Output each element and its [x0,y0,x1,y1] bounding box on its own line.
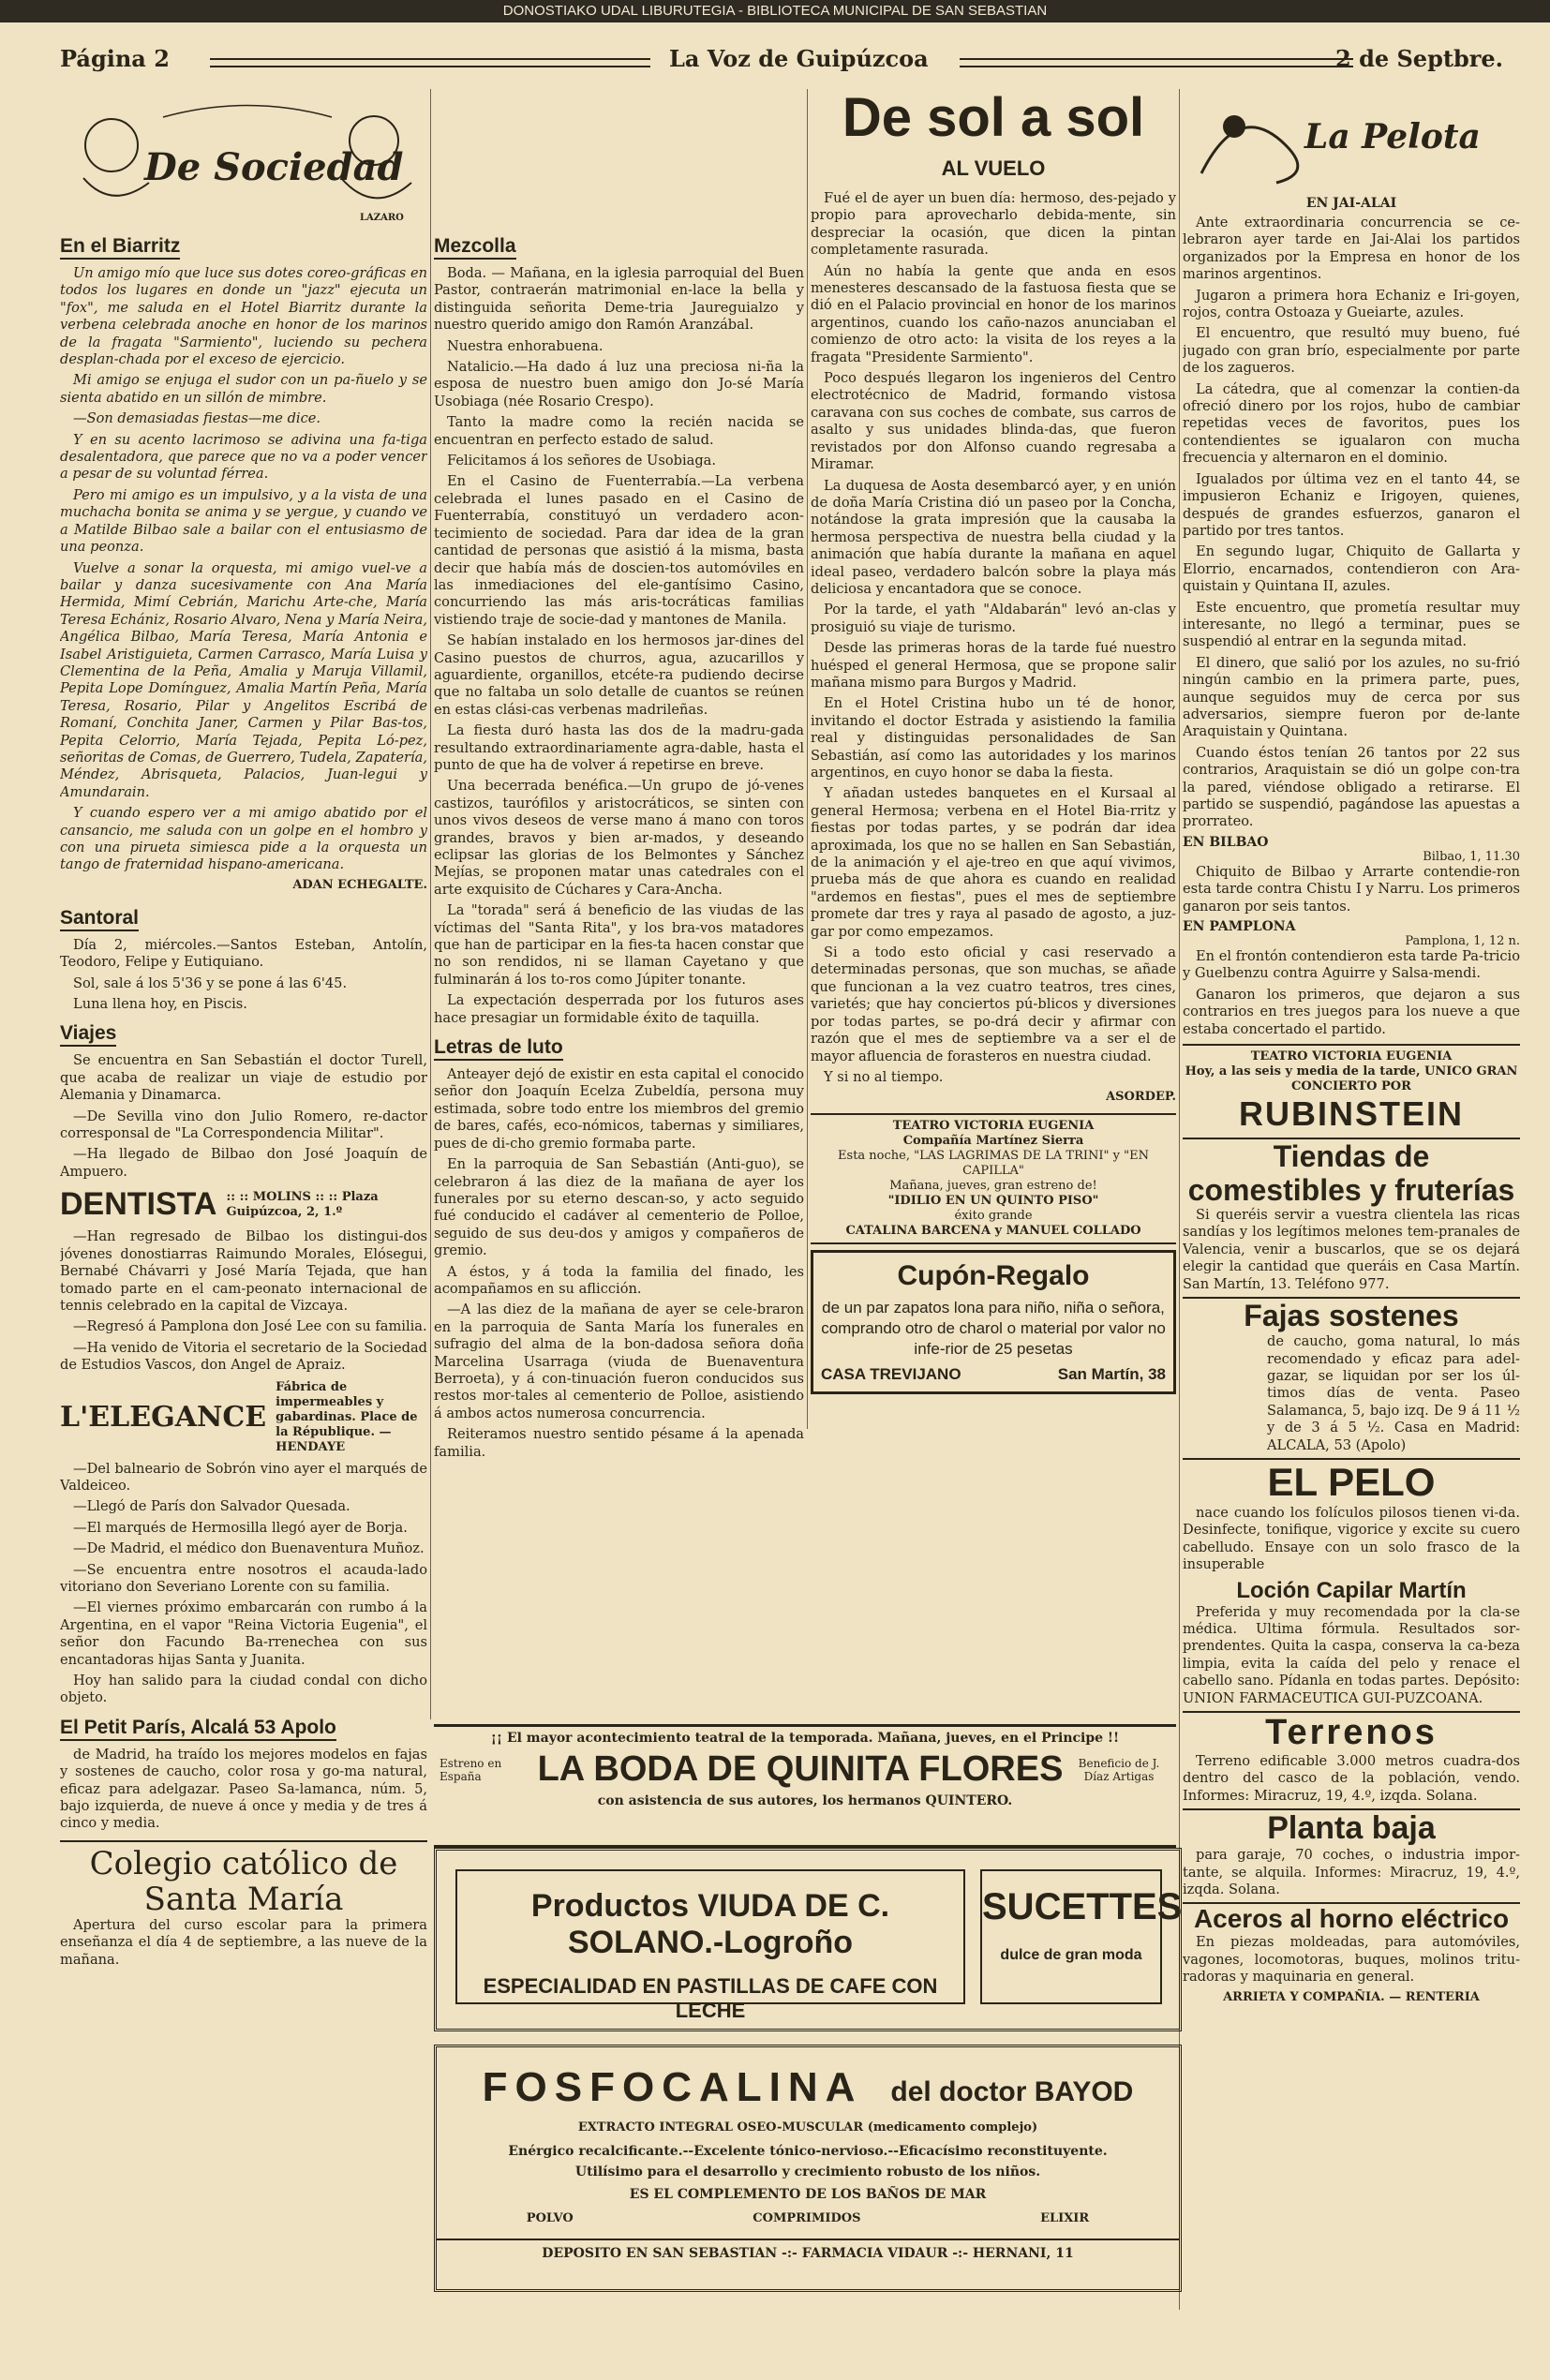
ad-line: éxito grande [954,1209,1033,1224]
paragraph: Reiteramos nuestro sentido pésame á la apenada familia. [434,1426,804,1460]
paragraph: Este encuentro, que prometía resultar muy interesante, no llegó a terminar, pues se suspendió al entrar en la segunda mitad. [1183,599,1520,650]
paragraph: Terreno edificable 3.000 metros cuadra-dos dentro del casco de la población, vendo. Informes: Miracruz, 19, 4.º, izqda. Solana. [1183,1753,1520,1804]
paragraph: Igualados por última vez en el tanto 44, se impusieron Echaniz e Irigoyen, quienes, después de grandes esfuerzos, ganaron el partido por tres tantos. [1183,470,1520,539]
ad-fosfocalina [434,2045,1182,2292]
column-divider [807,89,808,1429]
section-heading: Mezcolla [434,235,516,260]
ad-elegance [60,1380,427,1455]
paragraph: —De Sevilla vino don Julio Romero, re-dactor corresponsal de "La Correspondencia Militar". [60,1108,427,1142]
paragraph: Cuando éstos tenían 26 tantos por 22 sus contrarios, Araquistain se dió un golpe con-tra la pared, viéndose obligado a retirarse. El partido se suspendió, pagándose las apuestas a prorrateo. [1183,744,1520,830]
ad-terrenos [1183,1711,1520,1805]
ad-aceros [1183,1902,1520,2003]
ad-fosfo-line: Utilísimo para el desarrollo y crecimiento robusto de los niños. [574,2164,1041,2179]
paragraph: —Llegó de París don Salvador Quesada. [73,1498,350,1515]
paragraph: —Ha llegado de Bilbao don José Joaquín de Ampuero. [60,1146,427,1180]
paragraph: de caucho, goma natural, lo más recomendado y eficaz para adel-gazar, se liquidan por ser los úl-timos días de venta. Paseo Salamanca, 5, bajo izq. De 9 á 11 ½ y de 3 á 5 ½. Casa en Madrid: ALCALA, 53 (Apolo) [1267,1333,1520,1453]
ad-aceros-title: Aceros al horno eléctrico [1193,1904,1510,1934]
section-title: De sol a sol [842,89,1145,148]
ad-sucettes-panel [980,1869,1183,2004]
paragraph: En la parroquia de San Sebastián (Anti-guo), se celebraron á las diez de la mañana de ayer los funerales por su eterno descan-so, y acto seguido fué conducido el cadáver al cementerio de Polloe, seguido de sus deu-dos y amigos y compañeros de gremio. [434,1156,804,1259]
ad-line: Hoy, a las seis y media de la tarde, UNICO GRAN CONCIERTO POR [1185,1064,1518,1094]
sociedad-title: De Sociedad [144,145,404,189]
ad-cupon-title: Cupón-Regalo [897,1260,1090,1292]
masthead [60,45,1503,77]
paragraph: Natalicio.—Ha dado á luz una preciosa ni-ña la esposa de nuestro buen amigo don Jo-sé María Usobiaga (née Rosario Crespo). [434,359,804,409]
ad-locion-title: Loción Capilar Martín [1236,1577,1467,1603]
paragraph: Aún no había la gente que anda en esos menesteres descansado de la fastuosa fiesta que se dió en el Palacio provincial en honor de los marinos argentinos, cuando los caño-nazos anunciaban el comienzo de otro acto: la visita de los reyes a la fragata "Presidente Sarmiento". [811,262,1176,365]
ad-terrenos-title: Terrenos [1265,1713,1438,1752]
ad-fosfo-title: FOSFOCALINA [482,2064,863,2110]
paragraph: La "torada" será á beneficio de las viudas de las víctimas del "Santa Rita", y los bra-vos matadores que han de participar en la fies-ta hacen constar que no son rendidos, ni se llaman Cayetano y que fulminarán á los to-ros como Júpiter tonante. [434,902,804,988]
ad-tiendas-title: Tiendas de comestibles y fruterías [1187,1139,1515,1208]
paragraph: Vuelve a sonar la orquesta, mi amigo vuel-ve a bailar y danza sucesivamente con Ana María Hermida, Mimí Cebrián, Marichu Arte-che, María Teresa Echániz, Rosario Alvaro, Nena y María Neira, Angélica Bilbao, María Teresa, María Antonia e Isabel Aristiguieta, Carmen Carrasco, María Luisa y Clementina de la Peña, Amalia y Maruja Villamil, Pepita Lope Domínguez, Amalia Martín Peña, María Teresa, Rosario, Pilar y Angelitos Escribá de Romaní, Conchita Janer, Carmen y Pilar Bas-tos, Pepita Celorrio, María Tejada, Pepita Ló-pez, señoritas de Comas, de Guerrero, Tudela, Zapatería, Méndez, Abrisqueta, Palacios, Juan-legui y Amundarain. [60,559,427,800]
paragraph: —Son demasiadas fiestas—me dice. [73,410,321,427]
ad-fosfo-subtitle: EXTRACTO INTEGRAL OSEO-MUSCULAR (medicamento complejo) [577,2120,1038,2135]
subsection-heading: EN BILBAO [1183,834,1269,850]
ad-fajas [1183,1297,1520,1454]
ad-company: Compañía Martínez Sierra [902,1134,1084,1149]
paragraph: El dinero, que salió por los azules, no su-frió ningún cambio en la primera parte, pues, aunque seguidos muy de cerca por sus adversarios, siempre fueron por de-lante Araquistain y Quintana. [1183,654,1520,740]
ad-line: Esta noche, "LAS LAGRIMAS DE LA TRINI" y "EN CAPILLA" [838,1149,1149,1179]
paragraph: Felicitamos á los señores de Usobiaga. [447,453,717,469]
ad-line: "IDILIO EN UN QUINTO PISO" [887,1194,1099,1209]
paragraph: Hoy han salido para la ciudad condal con dicho objeto. [60,1673,427,1706]
ad-fosfo-line: Enérgico recalcificante.--Excelente tónico-nervioso.--Eficacísimo reconstituyente. [508,2144,1108,2159]
paragraph: Si queréis servir a vuestra clientela las ricas sandías y los legítimos melones tem-pranales de Valencia, venir a buscarlos, que se os dejará elegir la cantidad que queráis en Casa Martín. San Martín, 13. Teléfono 977. [1183,1207,1520,1292]
ad-planta-baja [1183,1808,1520,1898]
paragraph: de Madrid, ha traído los mejores modelos en fajas y sostenes de caucho, color rosa y go-ma natural, eficaz para adelgazar. Paseo Sa-lamanca, núm. 5, bajo izquierda, de nueve á once y media y de tres á cinco y media. [60,1746,427,1832]
paragraph: La expectación desperrada por los futuros ases hace presagiar un formidable éxito de taquilla. [434,992,804,1026]
paragraph: En piezas moldeadas, para automóviles, vagones, locomotoras, buques, molinos tritu-radoras y maquinaria en general. [1183,1934,1520,1986]
section-heading: Santoral [60,907,139,931]
section-subtitle: AL VUELO [941,156,1046,180]
page-number: Página 2 [60,45,170,72]
paragraph: Ante extraordinaria concurrencia se ce-lebraron ayer tarde en Jai-Alai los partidos organizados por la Empresa en honor de los marinos argentinos. [1183,215,1520,283]
section-heading: Viajes [60,1022,116,1047]
ad-theatre-name: TEATRO VICTORIA EUGENIA [1250,1049,1453,1064]
paragraph: Y si no al tiempo. [824,1068,944,1085]
paragraph: Un amigo mío que luce sus dotes coreo-gráficas en todos los lugares en donde un "jazz" ejecuta un "fox", me saluda en el Hotel Biarritz durante la verbena celebrada anoche en honor de los marinos de la fragata "Sarmiento", luciendo su pechera desplan-chada por el exceso de ejercicio. [60,265,427,368]
ad-quinita-tagline: ¡¡ El mayor acontecimiento teatral de la temporada. Mañana, jueves, en el Principe !! [490,1731,1120,1746]
newspaper-name: La Voz de Guipúzcoa [669,45,929,72]
colegio-title: Colegio católico de Santa María [60,1840,427,1917]
ad-line: Mañana, jueves, gran estreno de! [889,1179,1097,1194]
ad-cupon-address: San Martín, 38 [1057,1365,1166,1384]
paragraph: para garaje, 70 coches, o industria impor-tante, se alquila. Informes: Miracruz, 19, 4.º, izqda. Solana. [1183,1847,1520,1898]
paragraph: —Ha venido de Vitoria el secretario de la Sociedad de Estudios Vascos, don Angel de Apraiz. [60,1339,427,1374]
paragraph: Y añadan ustedes banquetes en el Kursaal al general Hermosa; verbena en el Hotel Bia-rritz y fiestas por todas partes, y se podrán dar idea aproximada, los que no se hallen en San Sebastián, de la animación y el aje-treo en que aquí vivimos, prueba más de que ahora es cuando en realidad "ardemos en fiestas", pues el mes de septiembre promete dar tres y raya al pasado de agosto, a juz-gar por como empezamos. [811,785,1176,940]
paragraph: Luna llena hoy, en Piscis. [73,996,247,1013]
ad-teatro-martinez-sierra [811,1113,1176,1244]
paragraph: El encuentro, que resultó muy bueno, fué jugado con gran brío, especialmente por parte de los zagueros. [1183,325,1520,377]
ad-theatre-name: TEATRO VICTORIA EUGENIA [892,1119,1095,1134]
ad-cupon-shop: CASA TREVIJANO [821,1365,961,1384]
byline: ADAN ECHEGALTE. [292,877,427,892]
paragraph: A éstos, y á toda la familia del finado, les acompañamos en su aflicción. [434,1263,804,1297]
paragraph: Jugaron a primera hora Echaniz e Iri-goyen, rojos, contra Ostoaza y Gueiarte, azules. [1183,287,1520,321]
ad-quinita-beneficio: Beneficio de J. Díaz Artigas [1078,1756,1160,1783]
column-de-sol-a-sol [811,89,1176,1438]
paragraph: Y en su acento lacrimoso se adivina una fa-tiga desalentadora, que parece que no va a poder vencer a pesar de su voluntad férrea. [60,431,427,483]
ad-line: CATALINA BARCENA y MANUEL COLLADO [845,1224,1141,1239]
paragraph: Una becerrada benéfica.—Un grupo de jó-venes castizos, taurófilos y aristocráticos, se sinten con unos vivos deseos de verse mano á mano con toros grandes, bravos y bien ar-mados, y deseando eclipsar las glorias de los Belmontes y Sánchez Mejías, se proponen matar unas catedrales con el arte exquisito de Cúchares y Cara-Ancha. [434,778,804,898]
ad-tiendas [1183,1138,1520,1293]
paragraph: Sol, sale á los 5'36 y se pone á las 6'45. [73,974,348,991]
paragraph: En segundo lugar, Chiquito de Gallarta y Elorrio, encarnados, contendieron con Ara-quistain y Quintana II, azules. [1183,543,1520,595]
pelota-title: La Pelota [1304,117,1481,156]
paragraph: Se encuentra en San Sebastián el doctor Turell, que acaba de realizar un viaje de estudio por Alemania y Dinamarca. [60,1052,427,1104]
masthead-rule-left [210,58,650,67]
ad-rubinstein [1183,1044,1520,1134]
byline: ASORDEP. [1106,1090,1176,1105]
paragraph: Fué el de ayer un buen día: hermoso, des-pejado y propio para aprovecharlo debida-mente, sin despreciar la ocasión, que dicen la pintan completamente rasurada. [811,190,1176,259]
ad-fosfo-form: COMPRIMIDOS [753,2211,861,2225]
paragraph: Desde las primeras horas de la tarde fué nuestro huésped el general Hermosa, que se propone salir mañana mismo para Burgos y Madrid. [811,640,1176,691]
ad-fosfo-line: ES EL COMPLEMENTO DE LOS BAÑOS DE MAR [629,2187,987,2202]
paragraph: Se habían instalado en los hermosos jar-dines del Casino puestos de churros, agua, azucarillos y aguardiente, organillos, etcéte-ra pudiendo decirse que no faltaba un solo detalle de cuantos se reúnen en estas clási-cas verbenas madrileñas. [434,632,804,718]
column-mezcolla [434,89,804,1719]
pelota-header-art [1183,89,1520,192]
ad-quinita-estreno: Estreno en España [440,1756,502,1783]
ad-fosfo-doctor: del doctor BAYOD [890,2076,1134,2107]
paragraph: —Regresó á Pamplona don José Lee con su familia. [73,1318,427,1335]
masthead-rule-right [960,58,1353,67]
paragraph: Nuestra enhorabuena. [447,337,604,354]
paragraph: —Han regresado de Bilbao los distingui-dos jóvenes donostiarras Raimundo Morales, Elósegui, Bernabé Chávarri y José María Tejada, que han tomado parte en el cam-peonato internacional de tennis celebrado en la capital de Vizcaya. [60,1228,427,1314]
column-divider [430,89,431,1719]
paragraph: —El viernes próximo embarcarán con rumbo á la Argentina, en el vapor "Reina Victoria Eugenia", el señor don Facundo Ba-rrenechea con sus encantadoras hijas Santa y Juanita. [60,1599,427,1668]
ad-fosfo-form: POLVO [526,2211,574,2225]
ad-planta-title: Planta baja [1267,1810,1436,1847]
section-heading: En el Biarritz [60,235,180,260]
ad-pelo-title: EL PELO [1267,1459,1436,1504]
dateline: Pamplona, 1, 12 n. [1405,934,1520,949]
subsection-heading: EN JAI-ALAI [1305,196,1397,211]
section-heading: Letras de luto [434,1036,563,1061]
paragraph: Ganaron los primeros, que dejaron a sus contrarios en tres juegos para los nueve a que estaba concertado el partido. [1183,986,1520,1037]
ad-quinita-title: LA BODA DE QUINITA FLORES [537,1749,1064,1789]
paragraph: Apertura del curso escolar para la primera enseñanza el día 4 de septiembre, a las nueve de la mañana. [60,1916,427,1968]
subsection-heading: EN PAMPLONA [1183,919,1296,935]
ad-solano-subtitle: ESPECIALIDAD EN PASTILLAS DE CAFE CON LECHE [483,1974,938,2022]
section-heading: El Petit París, Alcalá 53 Apolo [60,1717,336,1741]
ad-aceros-firm: ARRIETA Y COMPAÑIA. — RENTERIA [1223,1989,1480,2004]
paragraph: En el frontón contendieron esta tarde Pa-tricio y Guelbenzu contra Aguirre y Salsa-mendi. [1183,948,1520,982]
paragraph: Por la tarde, el yath "Aldabarán" levó an-clas y prosiguió su viaje de turismo. [811,602,1176,635]
paragraph: Tanto la madre como la recién nacida se encuentran en perfecto estado de salud. [434,414,804,448]
ad-dentista [60,1186,427,1223]
paragraph: —De Madrid, el médico don Buenaventura Muñoz. [73,1540,425,1557]
ad-cupon-regalo [811,1250,1176,1394]
ad-dentista-title: DENTISTA [60,1186,217,1223]
dateline: Bilbao, 1, 11.30 [1423,849,1520,864]
paragraph: Preferida y muy recomendada por la cla-se médica. Ultima fórmula. Resultados sor-prendentes. Quita la caspa, conserva la ca-beza limpia, evita la caída del pelo y renace el cabello sano. Pídanla en todas partes. Depósito: UNION FARMACEUTICA GUI-PUZCOANA. [1183,1603,1520,1706]
ad-cupon-footer [821,1365,1166,1384]
ad-fosfo-form: ELIXIR [1040,2211,1090,2225]
paragraph: Día 2, miércoles.—Santos Esteban, Antolín, Teodoro, Felipe y Eutiquiano. [60,936,427,971]
ad-solano-title: Productos VIUDA DE C. SOLANO.-Logroño [530,1888,890,1960]
ad-quinita-flores [434,1724,1176,1848]
paragraph: La duquesa de Aosta desembarcó ayer, y en unión de doña María Cristina dió un paseo por la Concha, notándose la grata impresión que la causaba la hermosa perspectiva de nuestra bella ciudad y la animación que había durante la mañana en aquel ideal paseo, verdadero balcón sobre la playa más deliciosa y encantadora que se conoce. [811,477,1176,597]
ad-fosfo-deposit: DEPOSITO EN SAN SEBASTIAN -:- FARMACIA VIDAUR -:- HERNANI, 11 [437,2239,1179,2261]
sociedad-header-art [60,89,427,230]
ad-fajas-title: Fajas sostenes [1244,1299,1459,1333]
paragraph: —Del balneario de Sobrón vino ayer el marqués de Valdeiceo. [60,1460,427,1494]
ad-el-pelo [1183,1458,1520,1707]
paragraph: nace cuando los folículos pilosos tienen vi-da. Desinfecte, tonifique, vigorice y excite su cuero cabelludo. Ensaye con un solo frasco de la insuperable [1183,1504,1520,1573]
column-la-pelota [1183,89,1520,2310]
artist-signature: LAZARO [360,213,404,223]
paragraph: Anteayer dejó de existir en esta capital el conocido señor don Joaquín Ecelza Zubeldía, persona muy estimada, sobre todo entre los miembros del gremio de bares, cafés, eco-nómicos, tabernas y similiares, pues de di-cho gremio formaba parte. [434,1066,804,1152]
paragraph: Boda. — Mañana, en la iglesia parroquial del Buen Pastor, contraerán matrimonial en-lace la bella y distinguida señorita Deme-tria Jaureguialzo y nuestro querido amigo don Ramón Aranzábal. [434,265,804,334]
paragraph: En el Hotel Cristina hubo un té de honor, invitando el doctor Estrada y asistiendo la familia real y distinguidas personalidades de San Sebastián, así como las autoridades y los marinos argentinos, en cuyo honor se daba la fiesta. [811,695,1176,781]
ad-elegance-text: Fábrica de impermeables y gabardinas. Place de la République. — HENDAYE [276,1379,418,1454]
ad-sucettes-title: SUCETTES [982,1886,1183,1927]
ad-quinita-authors: con asistencia de sus autores, los hermanos QUINTERO. [597,1793,1013,1808]
paragraph: Chiquito de Bilbao y Arrarte contendie-ron esta tarde contra Chistu I y Narru. Los primeros ganaron por seis tantos. [1183,863,1520,915]
paragraph: En el Casino de Fuenterrabía.—La verbena celebrada el lunes pasado en el Casino de Fuenterrabía, constituyó un verdadero acon-tecimiento de sociedad. Para dar idea de la gran cantidad de personas que asistió á la misma, basta decir que había más de doscien-tos automóviles en las inmediaciones del ele-gantísimo Casino, concurriendo las más aris-tocráticas familias vistiendo traje de socie-dad y mantones de Manila. [434,473,804,628]
ad-solano [434,1848,1182,2031]
ad-dentista-address: :: :: MOLINS :: :: Plaza Guipúzcoa, 2, 1.º [226,1189,379,1219]
paragraph: Si a todo esto oficial y casi reservado a determinadas personas, que son muchas, se añade que funcionan a la vez cuatro teatros, tres cines, varietés; que hay conciertos pú-blicos y diversiones por todas partes, se po-drá decir y afirmar con razón que el mes de septiembre va a ser el de mayor afluencia de forasteros en nuestra ciudad. [811,945,1176,1064]
issue-date: 2 de Septbre. [1335,45,1503,72]
source-banner: DONOSTIAKO UDAL LIBURUTEGIA - BIBLIOTECA MUNICIPAL DE SAN SEBASTIAN [0,0,1550,22]
paragraph: Y cuando espero ver a mi amigo abatido por el cansancio, me saluda con un golpe en el hombro y con una pirueta simiesca pide a la orquesta un tango de fraternidad hispano-americana. [60,805,427,873]
ad-sucettes-subtitle: dulce de gran moda [1000,1947,1142,1963]
paragraph: —A las diez de la mañana de ayer se cele-braron en la parroquia de Santa María los funerales en sufragio del alma de la bon-dadosa señora doña Marcelina Usarraga (viuda de Buenaventura Berroeta), y á con-tinuación fueron conducidos sus restos mor-tales al cementerio de Polloe, asistiendo á ambos actos numerosa concurrencia. [434,1302,804,1421]
ad-elegance-title: L'ELEGANCE [60,1401,267,1435]
paragraph: —Se encuentra entre nosotros el acauda-lado vitoriano don Severiano Lorente con su familia. [60,1561,427,1595]
column-sociedad [60,89,427,2310]
ad-cupon-body: de un par zapatos lona para niño, niña o señora, comprando otro de charol o material por valor no infe-rior de 25 pesetas [821,1299,1166,1359]
paragraph: Poco después llegaron los ingenieros del Centro electrotécnico de Madrid, formando vistosa caravana con sus coches de combate, sus carros de asalto y sus unidades blinda-das, que fueron revistados por don Alfonso cuando regresaba a Miramar. [811,370,1176,473]
ad-rubinstein-name: RUBINSTEIN [1238,1094,1464,1134]
paragraph: La fiesta duró hasta las dos de la madru-gada resultando extraordinariamente agra-dable, hasta el punto de que ha de volver á repetirse en breve. [434,722,804,773]
paragraph: La cátedra, que al comenzar la contien-da ofreció dinero por los rojos, hubo de cambiar repetidas veces de favoritos, pues los contendientes se igualaron con mucha frecuencia y alternaron en el dominio. [1183,380,1520,467]
ad-solano-panel [455,1869,965,2022]
paragraph: Pero mi amigo es un impulsivo, y a la vista de una muchacha bonita se anima y se yergue, y cuando ve a Matilde Bilbao sale a bailar con el entusiasmo de una peonza. [60,486,427,556]
paragraph: —El marqués de Hermosilla llegó ayer de Borja. [73,1519,408,1536]
header-art-space [434,89,804,230]
ad-fosfo-forms [437,2211,1179,2225]
paragraph: Mi amigo se enjuga el sudor con un pa-ñuelo y se sienta abatido en un sillón de mimbre. [60,372,427,406]
